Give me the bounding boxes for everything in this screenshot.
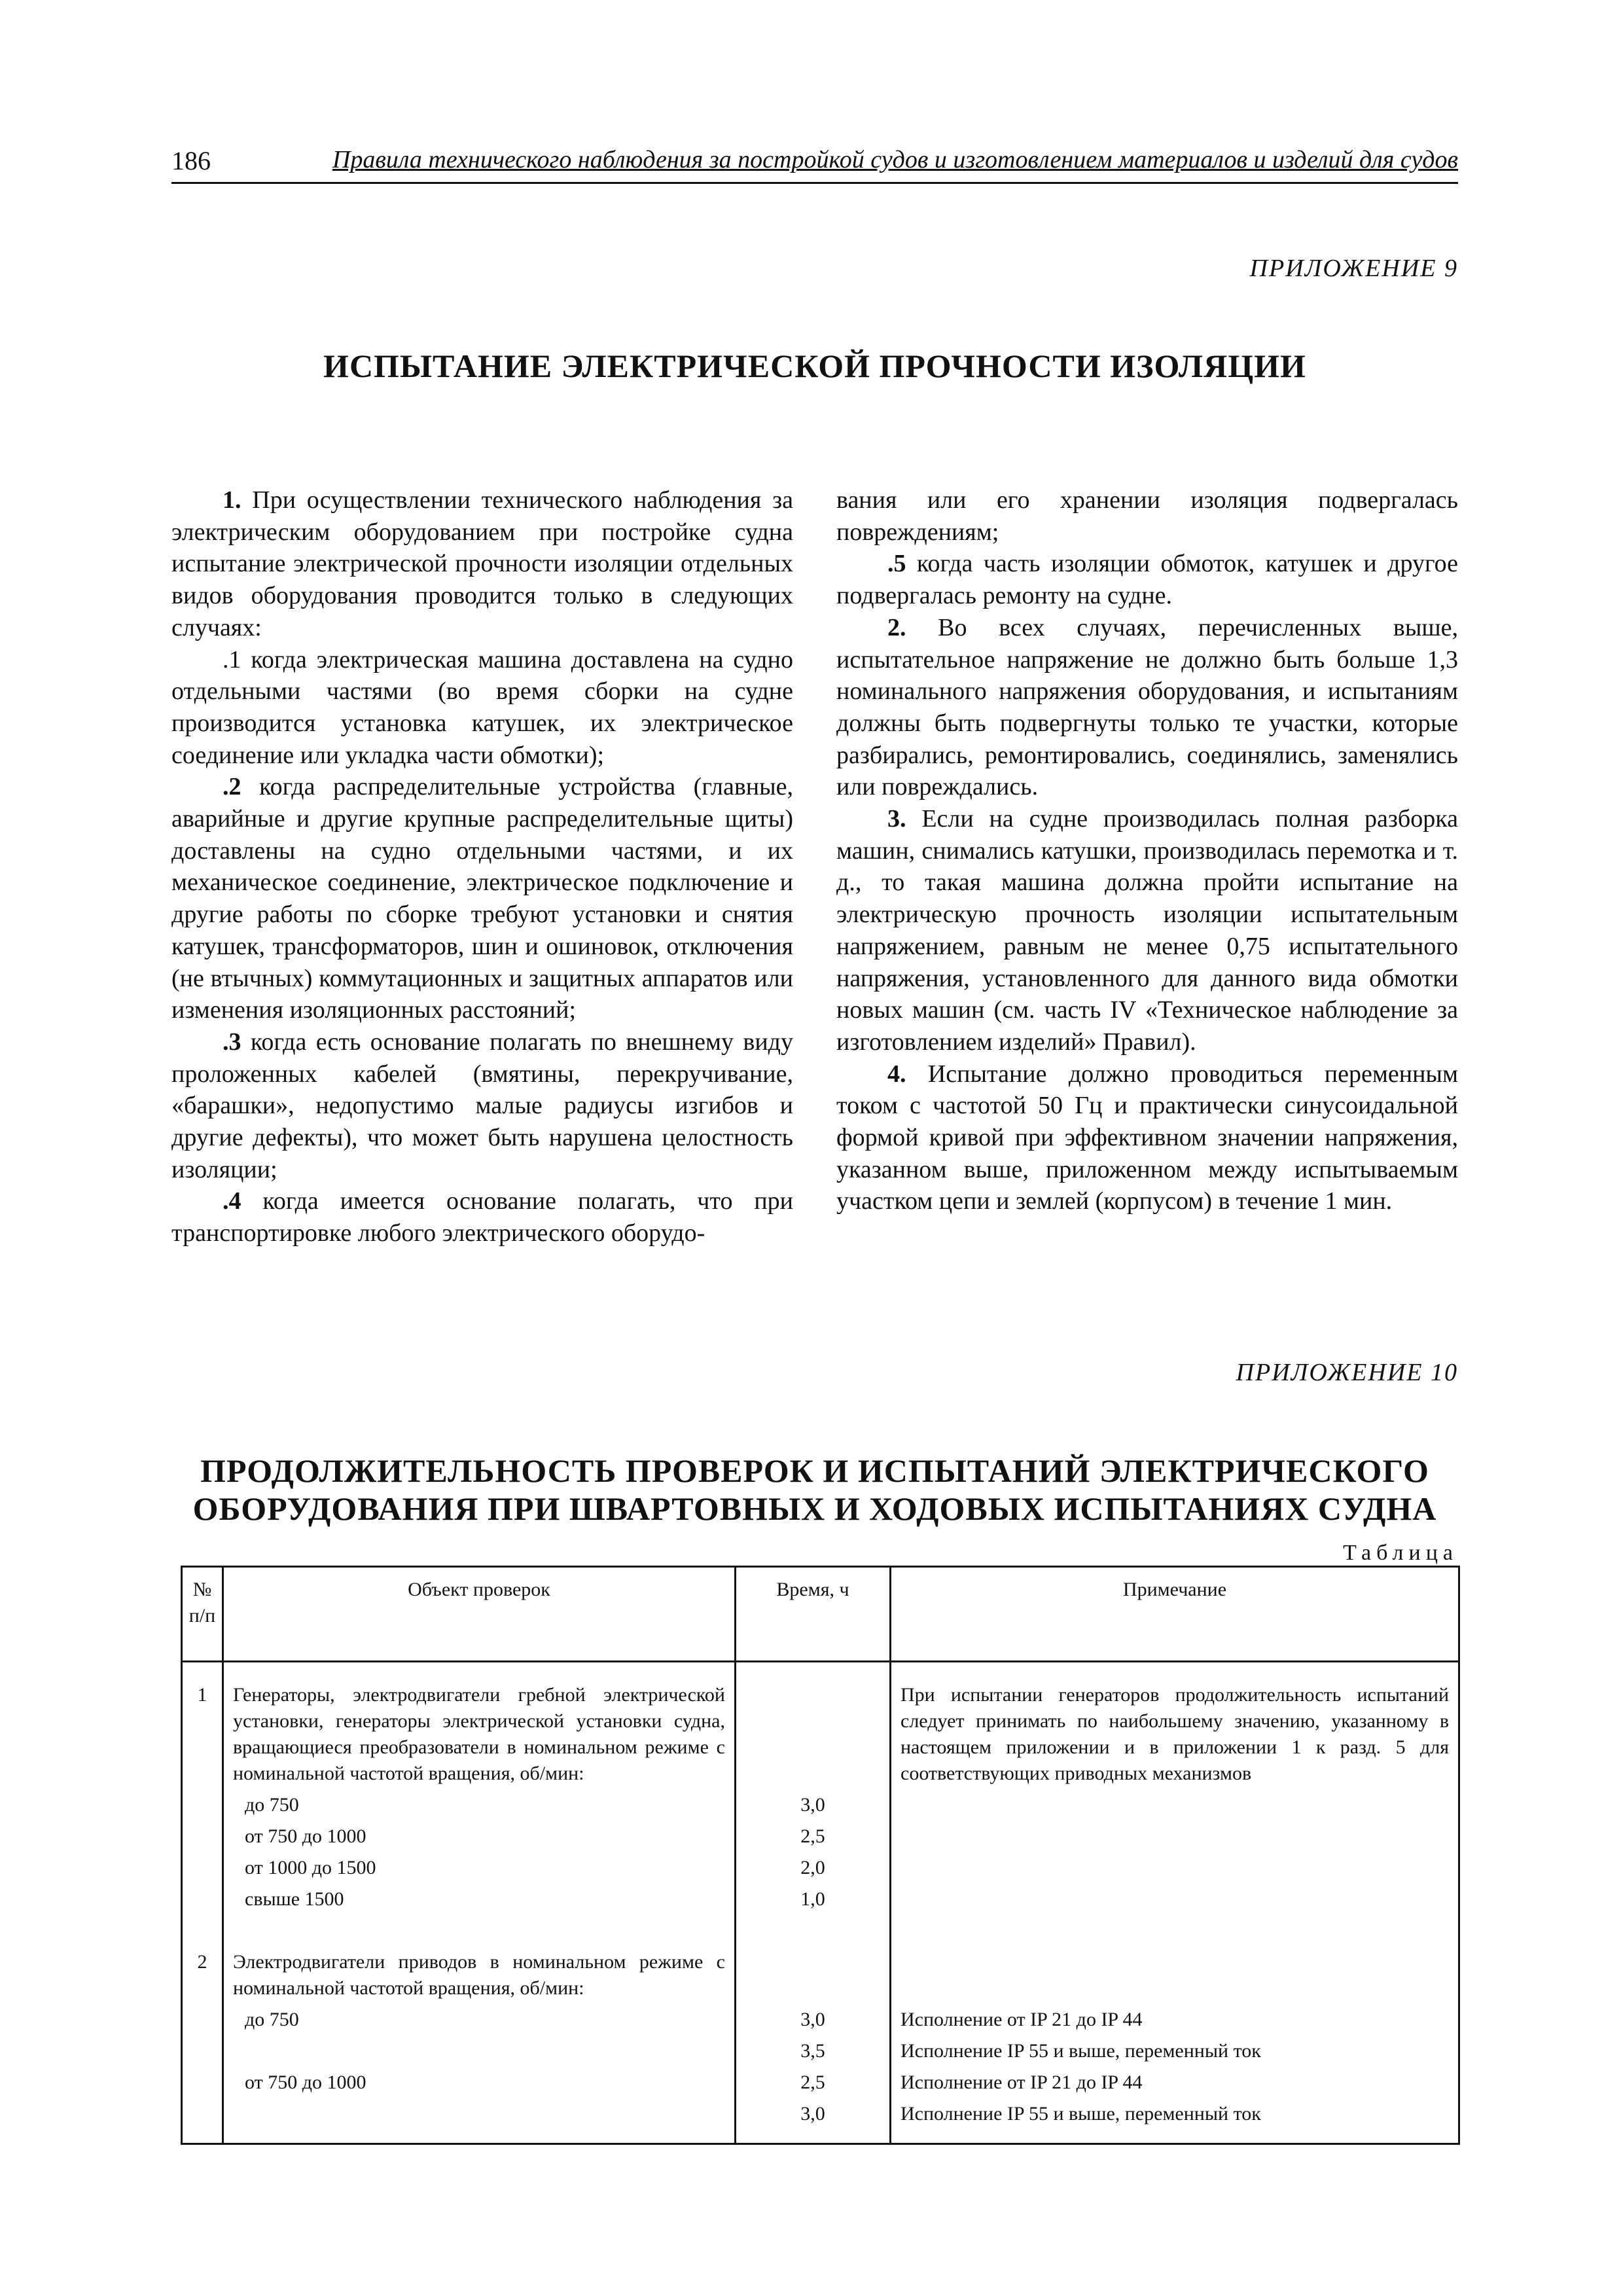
table-row: 3,5 Исполнение IP 55 и выше, переменный ток — [182, 2036, 1459, 2067]
table-row: 1 Генераторы, электродвигатели гребной электрической установки, генераторы электрической установки судна, вращающиеся преобразователи в номинальном режиме с номинальной частотой вращения, об/мин: При испытании генераторов продолжительность испытаний следует принимать по наибольшему значению, указанному в настоящем приложении и в приложении 1 к разд. 5 для соответствующих приводных механизмов — [182, 1662, 1459, 1790]
paragraph-2: 2. Во всех случаях, перечисленных выше, испытательное напряжение не должно быть больше 1,3 номинального напряжения оборудования, и испытаниям должны быть подвергнуты только те участки, которые разбирались, ремонтировались, соединялись, заменялись или повреждались. — [836, 613, 1458, 801]
table-row: до 750 3,0 Исполнение от IP 21 до IP 44 — [182, 2004, 1459, 2036]
header-object: Объект проверок — [223, 1567, 736, 1662]
table-row: от 750 до 1000 2,5 — [182, 1821, 1459, 1852]
table-row: от 750 до 1000 2,5 Исполнение от IP 21 до IP 44 — [182, 2067, 1459, 2098]
running-title: Правила технического наблюдения за постройкой судов и изготовлением материалов и изделий для судов — [332, 146, 1458, 173]
item-4: .4 когда имеется основание полагать, что при транспортировке любого электрического оборудо- — [171, 1187, 793, 1247]
text-column-right — [836, 484, 1458, 1217]
appendix-9-title: ИСПЫТАНИЕ ЭЛЕКТРИЧЕСКОЙ ПРОЧНОСТИ ИЗОЛЯЦИИ — [323, 348, 1306, 384]
item-2: .2 когда распределительные устройства (главные, аварийные и другие крупные распределительные щиты) доставлены на судно отдельными частями, и их механическое соединение, электрическое подключение и другие работы по сборке требуют установки и снятия катушек, трансформаторов, шин и ошиновок, отключения (не втычных) коммутационных и защитных аппаратов или изменения изоляционных расстояний; — [171, 773, 793, 1024]
running-header — [171, 143, 1458, 184]
paragraph-4: 4. Испытание должно проводиться переменным током с частотой 50 Гц и практически синусоидальной формой кривой при эффективном значении напряжения, указанном выше, приложенном между испытываемым участком цепи и землей (корпусом) в течение 1 мин. — [836, 1060, 1458, 1215]
table-row: до 750 3,0 — [182, 1789, 1459, 1821]
duration-table — [181, 1566, 1460, 2145]
text-column-left — [171, 484, 793, 1249]
table-row: от 1000 до 1500 2,0 — [182, 1852, 1459, 1884]
item-4-continued: вания или его хранении изоляция подвергалась повреждениям; — [836, 486, 1458, 546]
appendix-9-label: ПРИЛОЖЕНИЕ 9 — [1249, 255, 1458, 282]
table-caption: Таблица — [1343, 1541, 1458, 1565]
item-1: .1 когда электрическая машина доставлена на судно отдельными частями (во время сборки на судне производится установка катушек, их электрическое соединение или укладка части обмотки); — [171, 645, 793, 769]
page-number: 186 — [171, 146, 211, 175]
header-time: Время, ч — [736, 1567, 891, 1662]
item-3: .3 когда есть основание полагать по внешнему виду проложенных кабелей (вмятины, перекручивание, «барашки», недопустимо малые радиусы изгибов и другие дефекты), что может быть нарушена целостность изоляции; — [171, 1028, 793, 1183]
appendix-10-title-line-1: ПРОДОЛЖИТЕЛЬНОСТЬ ПРОВЕРОК И ИСПЫТАНИЙ ЭЛЕКТРИЧЕСКОГО — [200, 1452, 1429, 1489]
table-row: 3,0 Исполнение IP 55 и выше, переменный ток — [182, 2098, 1459, 2144]
paragraph-3: 3. Если на судне производилась полная разборка машин, снимались катушки, производилась перемотка и т. д., то такая машина должна пройти испытание на электрическую прочность изоляции испытательным напряжением, равным не менее 0,75 испытательного напряжения, установленного для данного вида обмотки новых машин (см. часть IV «Техническое наблюдение за изготовлением изделий» Правил). — [836, 805, 1458, 1056]
appendix-10-title-line-2: ОБОРУДОВАНИЯ ПРИ ШВАРТОВНЫХ И ХОДОВЫХ ИСПЫТАНИЯХ СУДНА — [192, 1490, 1437, 1527]
header-number: № п/п — [182, 1567, 223, 1662]
table-header-row — [182, 1567, 1459, 1662]
item-5: .5 когда часть изоляции обмоток, катушек и другое подвергалась ремонту на судне. — [836, 550, 1458, 610]
table-row: свыше 1500 1,0 — [182, 1884, 1459, 1915]
header-note: Примечание — [891, 1567, 1459, 1662]
paragraph-1: 1. При осуществлении технического наблюдения за электрическим оборудованием при постройке судна испытание электрической прочности изоляции отдельных видов оборудования проводится только в следующих случаях: — [171, 486, 793, 641]
appendix-10-label: ПРИЛОЖЕНИЕ 10 — [1236, 1359, 1458, 1386]
table-row: 2 Электродвигатели приводов в номинальном режиме с номинальной частотой вращения, об/мин: — [182, 1946, 1459, 2004]
appendix-10-title — [171, 1452, 1458, 1528]
table-spacer-row — [182, 1915, 1459, 1946]
